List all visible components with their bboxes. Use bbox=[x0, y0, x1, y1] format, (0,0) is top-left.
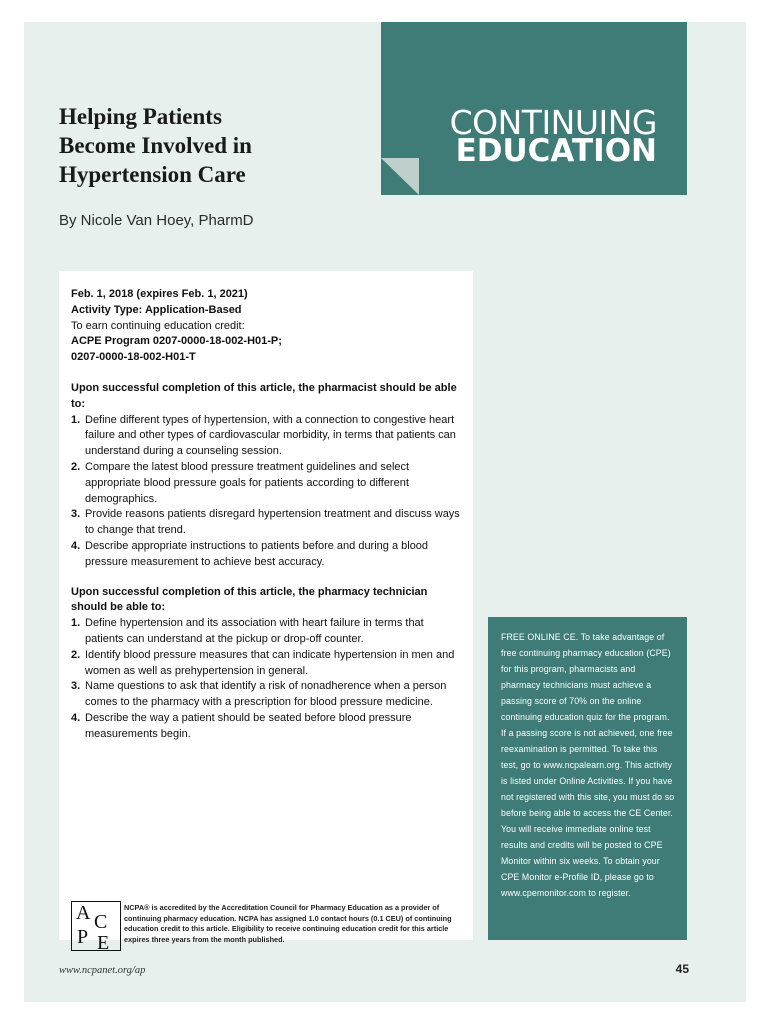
ce-date: Feb. 1, 2018 (expires Feb. 1, 2021) bbox=[71, 288, 248, 300]
objective-number: 1. bbox=[71, 617, 81, 630]
page-background bbox=[24, 22, 746, 1002]
banner-line-continuing: CONTINUING bbox=[449, 103, 657, 142]
accreditation-statement: NCPA® is accredited by the Accreditation Council for Pharmacy Education as a provider of continuing pharmacy education. NCPA has assigned 1.0 contact hours (0.1 CEU) of continuing education credit to this article. Eligibility to receive continuing education credit for this article expires three years from the month published. bbox=[124, 903, 452, 944]
objective-item bbox=[71, 460, 461, 507]
objective-number: 3. bbox=[71, 508, 81, 521]
objective-text: Describe the way a patient should be seated before blood pressure measurements begin. bbox=[85, 711, 412, 740]
continuing-education-banner bbox=[381, 22, 687, 195]
title-line: Hypertension Care bbox=[59, 162, 246, 187]
acpe-program-number: 0207-0000-18-002-H01-T bbox=[71, 351, 196, 364]
free-online-ce-sidebar bbox=[488, 617, 687, 940]
objective-text: Identify blood pressure measures that can indicate hypertension in men and women as well as prehypertension in general. bbox=[85, 648, 455, 677]
acpe-program-number: ACPE Program 0207-0000-18-002-H01-P; bbox=[71, 335, 282, 348]
objective-item bbox=[71, 413, 461, 460]
objective-number: 1. bbox=[71, 413, 81, 426]
objective-number: 4. bbox=[71, 539, 81, 552]
ce-meta bbox=[71, 287, 461, 366]
objective-item bbox=[71, 711, 461, 743]
objective-text: Provide reasons patients disregard hypertension treatment and discuss ways to change that trend. bbox=[85, 508, 460, 537]
accreditation-block bbox=[71, 901, 461, 953]
title-line: Become Involved in bbox=[59, 133, 252, 158]
objective-number: 3. bbox=[71, 680, 81, 693]
objective-text: Describe appropriate instructions to patients before and during a blood pressure measurement to achieve best accuracy. bbox=[85, 539, 429, 568]
author-byline: By Nicole Van Hoey, PharmD bbox=[59, 212, 254, 229]
objective-item bbox=[71, 539, 461, 571]
ce-info-box bbox=[59, 271, 473, 954]
objective-number: 2. bbox=[71, 460, 81, 473]
objective-text: Define hypertension and its association with heart failure in terms that patients can understand at the pickup or drop-off counter. bbox=[85, 617, 424, 645]
objective-text: Compare the latest blood pressure treatment guidelines and select appropriate blood pressure goals for patients according to different demographics. bbox=[85, 460, 410, 505]
article-title bbox=[59, 102, 359, 189]
objective-item bbox=[71, 679, 461, 711]
footer-url: www.ncpanet.org/ap bbox=[59, 965, 146, 976]
objective-text: Define different types of hypertension, with a connection to congestive heart failure and other types of cardiovascular morbidity, in terms that patients can understand during a counseling session. bbox=[85, 413, 456, 458]
earn-credit-label: To earn continuing education credit: bbox=[71, 319, 245, 332]
objective-text: Name questions to ask that identify a risk of nonadherence when a person comes to the pharmacy with a prescription for blood pressure medicine. bbox=[85, 680, 447, 709]
title-line: Helping Patients bbox=[59, 104, 222, 129]
objective-item bbox=[71, 648, 461, 680]
objective-number: 2. bbox=[71, 648, 81, 661]
pharmacist-objectives-list bbox=[71, 413, 461, 571]
technician-objectives-heading: Upon successful completion of this article, the pharmacy technician should be able to: bbox=[71, 585, 428, 614]
sidebar-text: FREE ONLINE CE. To take advantage of free continuing pharmacy education (CPE) for this program, pharmacists and pharmacy technicians must achieve a passing score of 70% on the online continuing education quiz for the program. If a passing score is not achieved, one free reexamination is permitted. To take this test, go to www.ncpalearn.org. This activity is listed under Online Activities. If you have not registered with this site, you must do so before being able to access the CE Center. You will receive immediate online test results and credits will be posted to CPE Monitor within six weeks. To obtain your CPE Monitor e-Profile ID, please go to www.cpemonitor.com to register. bbox=[501, 632, 675, 898]
objective-item bbox=[71, 507, 461, 539]
page-number: 45 bbox=[675, 962, 689, 976]
banner-line-education: EDUCATION bbox=[455, 133, 657, 169]
pharmacist-objectives-heading: Upon successful completion of this article, the pharmacist should be able to: bbox=[71, 381, 457, 410]
objective-item bbox=[71, 616, 461, 648]
acpe-logo: A C P E bbox=[71, 901, 121, 951]
technician-objectives-list bbox=[71, 616, 461, 742]
activity-type: Activity Type: Application-Based bbox=[71, 303, 242, 316]
objective-number: 4. bbox=[71, 711, 81, 724]
